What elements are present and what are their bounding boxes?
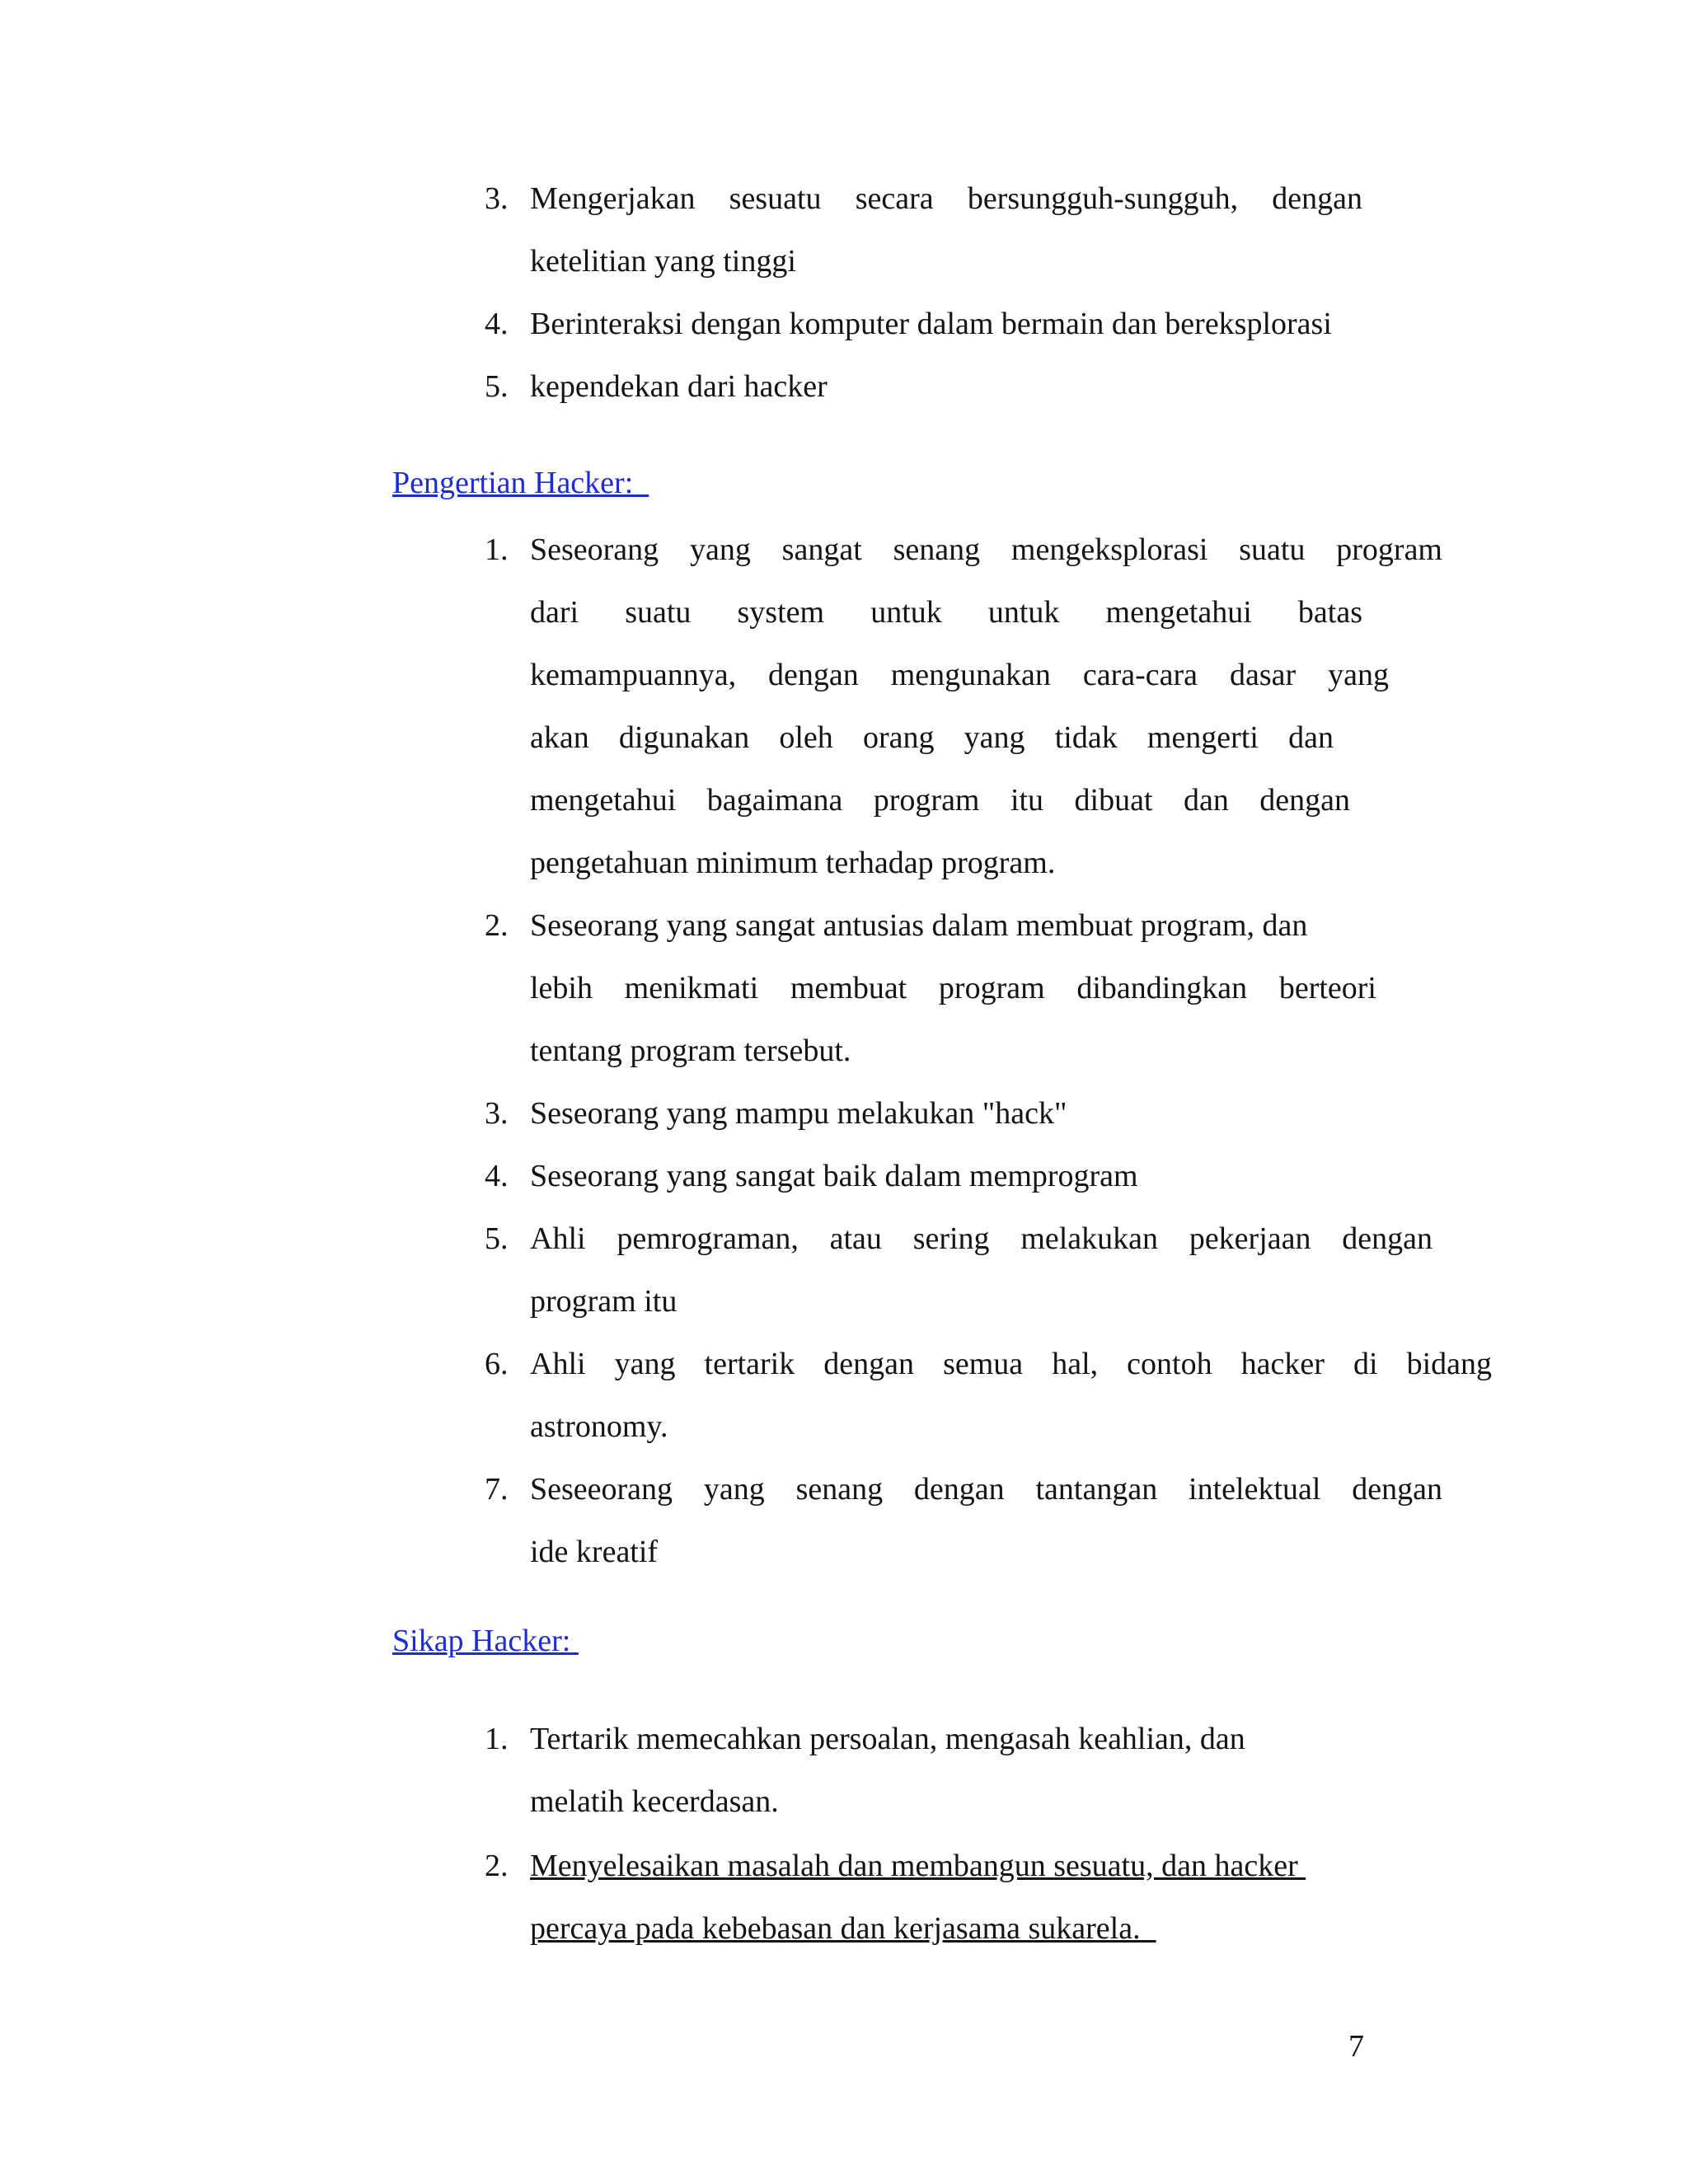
list-item <box>485 1708 1395 1833</box>
list-item-line: percaya pada kebebasan dan kerjasama sukarela. <box>530 1911 1156 1946</box>
section-heading-pengertian[interactable]: Pengertian Hacker: <box>392 466 649 500</box>
list-item <box>485 518 1442 894</box>
section-heading-sikap[interactable]: Sikap Hacker: <box>392 1624 579 1658</box>
list-item-number: 5. <box>485 369 509 404</box>
list-item-line: Tertarik memecahkan persoalan, mengasah keahlian, dan <box>530 1722 1245 1756</box>
list-item-line: Seseorang yang mampu melakukan "hack" <box>530 1096 1067 1131</box>
list-item-number: 4. <box>485 307 509 341</box>
list-item-line: ide kreatif <box>530 1535 659 1569</box>
list-item <box>485 1458 1442 1583</box>
list-item-line: Menyelesaikan masalah dan membangun sesuatu, dan hacker <box>530 1849 1306 1883</box>
list-item <box>485 1333 1492 1458</box>
list-item <box>485 1835 1395 1960</box>
list-item <box>485 1082 1442 1145</box>
list-item-number: 3. <box>485 1096 509 1131</box>
list-item-line: Seseorang yang sangat senang mengeksplorasi suatu program <box>530 532 1442 567</box>
list-item-line: pengetahuan minimum terhadap program. <box>530 846 1056 880</box>
list-item-line: kependekan dari hacker <box>530 369 828 404</box>
list-item-line: Berinteraksi dengan komputer dalam bermain dan bereksplorasi <box>530 307 1332 341</box>
list-item-number: 7. <box>485 1472 509 1507</box>
list-item-line: dari suatu system untuk untuk mengetahui batas <box>530 595 1362 630</box>
list-item-line: kemampuannya, dengan mengunakan cara-cara dasar yang <box>530 658 1389 692</box>
list-item-line: ketelitian yang tinggi <box>530 244 796 279</box>
pengertian-list <box>485 518 1492 1583</box>
list-item-line: Seseorang yang sangat antusias dalam membuat program, dan <box>530 908 1308 943</box>
list-item <box>485 167 1362 293</box>
list-item-line: Seseeorang yang senang dengan tantangan intelektual dengan <box>530 1472 1442 1507</box>
list-item-number: 2. <box>485 1849 509 1883</box>
list-item-number: 5. <box>485 1221 509 1256</box>
list-item-number: 6. <box>485 1347 509 1381</box>
list-item-line: mengetahui bagaimana program itu dibuat dan dengan <box>530 783 1350 818</box>
list-item <box>485 1145 1442 1207</box>
list-item-line: astronomy. <box>530 1409 668 1444</box>
list-item <box>485 293 1362 355</box>
list-item-line: akan digunakan oleh orang yang tidak mengerti dan <box>530 720 1334 755</box>
list-item-line: Ahli yang tertarik dengan semua hal, contoh hacker di bidang <box>530 1347 1492 1381</box>
list-item-line: Ahli pemrograman, atau sering melakukan pekerjaan dengan <box>530 1221 1432 1256</box>
list-item-line: melatih kecerdasan. <box>530 1784 779 1819</box>
list-item-line: program itu <box>530 1284 678 1319</box>
list-item-line: tentang program tersebut. <box>530 1033 851 1068</box>
list-item-number: 4. <box>485 1159 509 1193</box>
list-item-number: 3. <box>485 181 509 216</box>
list-item-number: 1. <box>485 1722 509 1756</box>
list-item-number: 1. <box>485 532 509 567</box>
continued-list <box>485 167 1362 418</box>
page-number: 7 <box>1348 2029 1364 2064</box>
sikap-list <box>485 1708 1395 1960</box>
list-item-line: Mengerjakan sesuatu secara bersungguh-sungguh, dengan <box>530 181 1362 216</box>
list-item <box>485 355 1362 418</box>
list-item <box>485 894 1442 1082</box>
list-item <box>485 1207 1442 1333</box>
list-item-line: lebih menikmati membuat program dibandingkan berteori <box>530 971 1376 1005</box>
list-item-number: 2. <box>485 908 509 943</box>
list-item-line: Seseorang yang sangat baik dalam memprogram <box>530 1159 1138 1193</box>
